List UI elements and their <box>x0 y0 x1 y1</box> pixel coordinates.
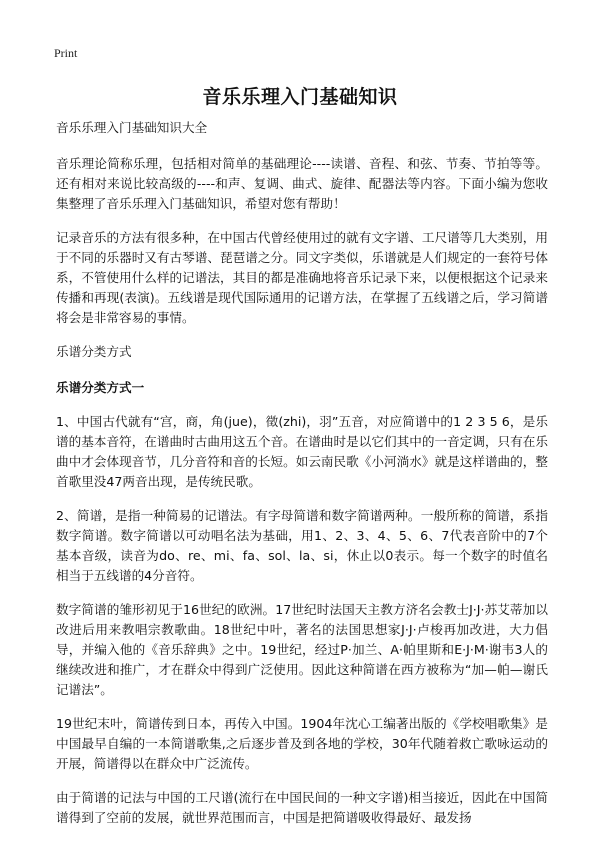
subtitle-paragraph: 音乐乐理入门基础知识大全 <box>56 120 208 135</box>
article-body <box>56 118 548 842</box>
intro-paragraph: 音乐理论简称乐理，包括相对简单的基础理论----读谱、音程、和弦、节奏、节拍等等。还有相对来说比较高级的----和声、复调、曲式、旋律、配器法等内容。下面小编为您收集整理了音乐乐理入门基础知识，希望对您有帮助！ <box>56 156 548 211</box>
jianpu-china-paragraph: 19世纪末叶，简谱传到日本，再传入中国。1904年沈心工编著出版的《学校唱歌集》是中国最早自编的一本简谱歌集,之后逐步普及到各地的学校，30年代随着救亡歌咏运动的开展，简谱得以在群众中广泛流传。 <box>56 716 548 771</box>
print-link[interactable]: Print <box>54 46 78 60</box>
jianpu-origin-paragraph: 数字简谱的雏形初见于16世纪的欧洲。17世纪时法国天主教方济名会教士J·J·苏艾蒂加以改进后用来教唱宗教歌曲。18世纪中叶，著名的法国思想家J·J·卢梭再加改进，大力倡导，并编入他的《音乐辞典》之中。19世纪，经过P·加兰、A·帕里斯和E·J·M·谢韦3人的继续改进和推广，才在群众中得到广泛使用。因此这种简谱在西方被称为“加—帕—谢氏记谱法”。 <box>56 602 548 697</box>
section-heading: 乐谱分类方式 <box>56 344 132 359</box>
notation-history-paragraph: 记录音乐的方法有很多种，在中国古代曾经使用过的就有文字谱、工尺谱等几大类别，用于不同的乐器时又有古琴谱、琵琶谱之分。同文字类似，乐谱就是人们规定的一套符号体系，不管使用什么样的记谱法，其目的都是准确地将音乐记录下来，以便根据这个记录来传播和再现(表演)。五线谱是现代国际通用的记谱方法，在掌握了五线谱之后，学习简谱将会是非常容易的事情。 <box>56 230 548 325</box>
gongche-paragraph: 由于简谱的记法与中国的工尺谱(流行在中国民间的一种文字谱)相当接近，因此在中国简谱得到了空前的发展，就世界范围而言，中国是把简谱吸收得最好、最发扬 <box>56 790 548 825</box>
pentatonic-paragraph: 1、中国古代就有“宫，商，角(jue)，徵(zhi)，羽”五音，对应简谱中的1 2 3 5 6，是乐谱的基本音符，在谱曲时古曲用这五个音。在谱曲时是以它们其中的一音定调，只有在乐曲中才会体现音节，几分音符和音的长短。如云南民歌《小河淌水》就是这样谱曲的，整首歌里没47两音出现，是传统民歌。 <box>56 414 548 489</box>
jianpu-paragraph: 2、简谱，是指一种简易的记谱法。有字母简谱和数字简谱两种。一般所称的简谱，系指数字简谱。数字简谱以可动唱名法为基础，用1、2、3、4、5、6、7代表音阶中的7个基本音级，读音为do、re、mi、fa、sol、la、si，休止以0表示。每一个数字的时值名相当于五线谱的4分音符。 <box>56 508 548 583</box>
document-title: 音乐乐理入门基础知识 <box>202 86 398 108</box>
subsection-heading: 乐谱分类方式一 <box>56 380 145 395</box>
